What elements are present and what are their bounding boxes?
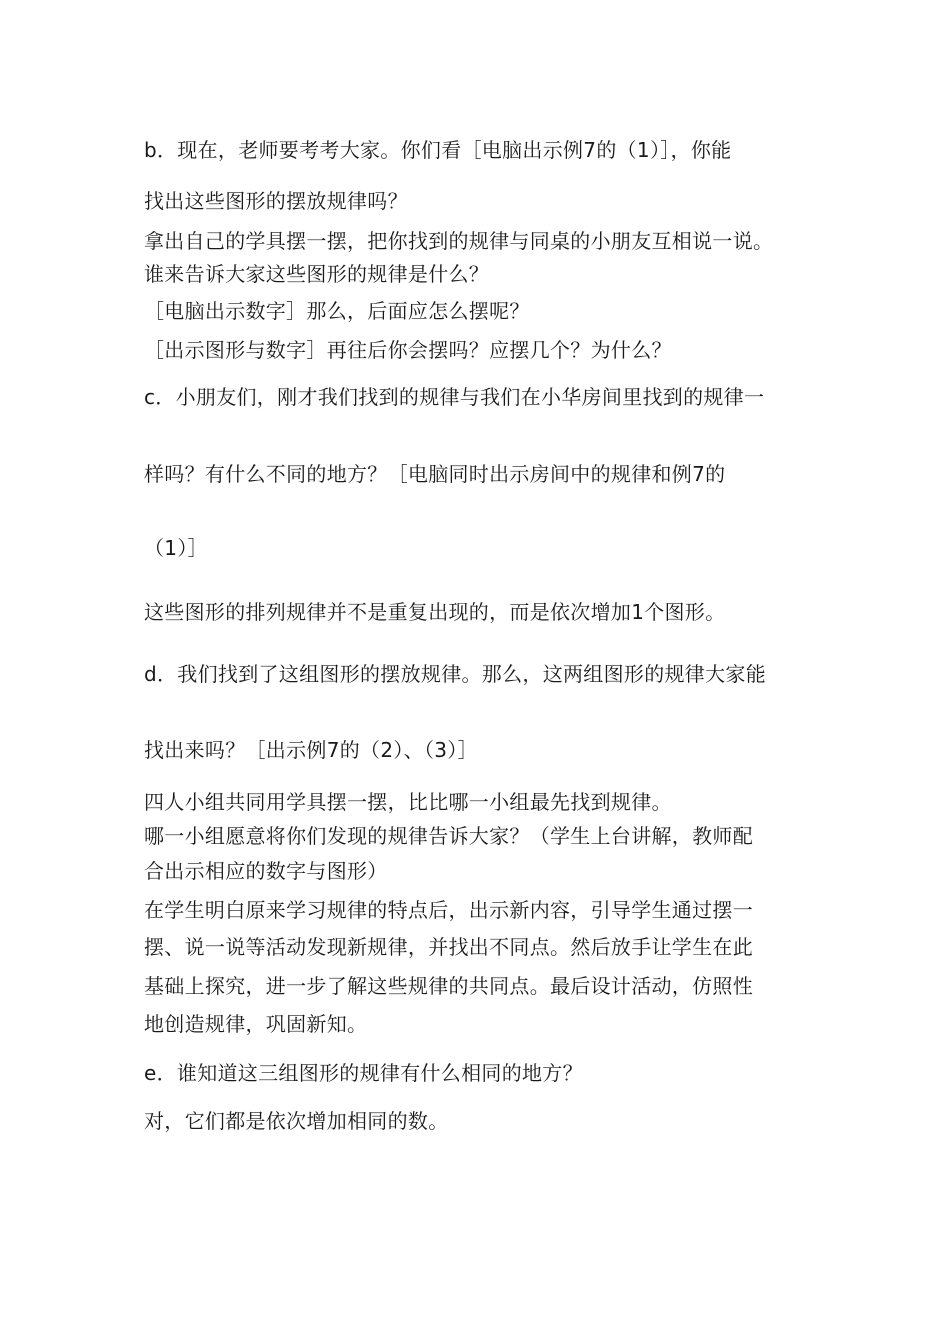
text-line: 样吗？有什么不同的地方？［电脑同时出示房间中的规律和例7的 [144,462,726,486]
text-line: 对，它们都是依次增加相同的数。 [144,1109,449,1133]
text-line: 合出示相应的数字与图形） [144,859,388,883]
text-line: c．小朋友们，刚才我们找到的规律与我们在小华房间里找到的规律一 [144,385,765,409]
text-line: 四人小组共同用学具摆一摆，比比哪一小组最先找到规律。 [144,790,672,814]
text-line: 哪一小组愿意将你们发现的规律告诉大家？（学生上台讲解，教师配 [144,824,753,848]
text-line: 找出这些图形的摆放规律吗？ [144,189,408,213]
text-line: 这些图形的排列规律并不是重复出现的，而是依次增加1个图形。 [144,600,726,624]
text-line: （1）］ [144,536,208,560]
text-line: 摆、说一说等活动发现新规律，并找出不同点。然后放手让学生在此 [144,935,753,959]
text-line: 拿出自己的学具摆一摆，把你找到的规律与同桌的小朋友互相说一说。 [144,229,774,253]
text-line: 基础上探究，进一步了解这些规律的共同点。最后设计活动，仿照性 [144,974,753,998]
text-line: b．现在，老师要考考大家。你们看［电脑出示例7的（1）］，你能 [144,138,732,162]
text-line: e．谁知道这三组图形的规律有什么相同的地方？ [144,1061,583,1085]
text-line: ［出示图形与数字］再往后你会摆吗？应摆几个？为什么？ [144,338,672,362]
text-line: ［电脑出示数字］那么，后面应怎么摆呢？ [144,299,530,323]
text-line: 在学生明白原来学习规律的特点后，出示新内容，引导学生通过摆一 [144,898,753,922]
text-line: d．我们找到了这组图形的摆放规律。那么，这两组图形的规律大家能 [144,662,766,686]
text-line: 地创造规律，巩固新知。 [144,1012,368,1036]
text-line: 找出来吗？［出示例7的（2）、（3）］ [144,738,478,762]
text-line: 谁来告诉大家这些图形的规律是什么？ [144,262,490,286]
